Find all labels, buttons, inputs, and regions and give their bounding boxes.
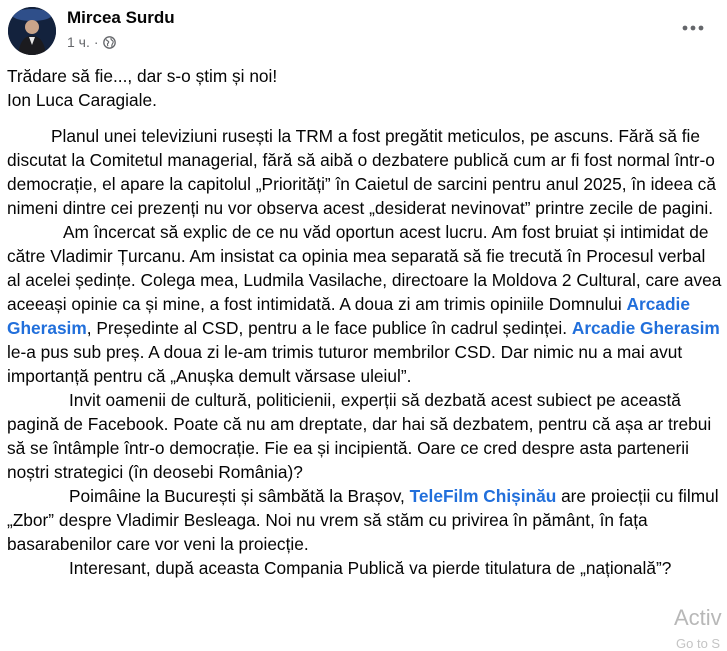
paragraph-2 bbox=[7, 220, 723, 388]
quote-author: Ion Luca Caragiale. bbox=[7, 90, 157, 110]
paragraph-1: Planul unei televiziuni rusești la TRM a fost pregătit meticulos, pe ascuns. Fără să fie discutat la Comitetul managerial, fără să aibă o dezbatere publică cum ar fi fost normal într-o democrație, el apare la capitolul „Priorități” în Caietul de sarcini pentru anul 2025, în ideea că nimeni dintre cei prezenți nu vor observa acest „desiderat nevinovat” printre zecile de pagini. bbox=[7, 126, 716, 218]
avatar[interactable] bbox=[8, 7, 56, 55]
avatar-photo-icon bbox=[8, 7, 56, 55]
activation-watermark-sub: Go to S bbox=[676, 636, 721, 651]
paragraph-gap bbox=[7, 112, 723, 124]
activation-watermark: Activ bbox=[674, 605, 722, 630]
paragraph-4-text-b: are proiecții cu filmul „Zbor” despre Vladimir Besleaga. Noi nu vrem să stăm cu privirea în pământ, în fața basarabenilor care vor veni la proiecție. bbox=[7, 486, 719, 554]
more-horizontal-icon bbox=[682, 25, 704, 31]
mention-link-telefilm[interactable]: TeleFilm Chișinău bbox=[409, 486, 557, 506]
meta-separator: · bbox=[93, 34, 99, 50]
quote-line: Trădare să fie..., dar s-o știm și noi! bbox=[7, 66, 278, 86]
paragraph-2-text-c: le-a pus sub preș. A doua zi le-am trimis tuturor membrilor CSD. Dar nimic nu a mai avut importanță pentru că „Anușka demult vărsase uleiul”. bbox=[7, 342, 683, 386]
paragraph-2-text-a: Am încercat să explic de ce nu văd oportun acest lucru. Am fost bruiat și intimidat de către Vladimir Țurcanu. Am insistat ca opinia mea separată să fie trecută în Procesul verbal al acelei ședințe. Colega mea, Ludmila Vasilache, directoare la Moldova 2 Cultural, care avea aceeași opinie ca și mine, a fost intimidată. A doua zi am trimis opiniile Domnului bbox=[7, 222, 722, 314]
paragraph-4-text-a: Poimâine la București și sâmbătă la Brașov, bbox=[69, 486, 410, 506]
paragraph-5: Interesant, după aceasta Compania Publică va pierde titulatura de „națională”? bbox=[69, 558, 672, 578]
more-options-button[interactable] bbox=[678, 16, 708, 40]
post-meta bbox=[67, 34, 116, 50]
post-header bbox=[0, 0, 727, 60]
post-time[interactable]: 1 ч. bbox=[67, 34, 90, 50]
author-name[interactable]: Mircea Surdu bbox=[67, 8, 175, 27]
post-content bbox=[7, 64, 723, 580]
mention-link-arcadie-gherasim[interactable]: Arcadie Gherasim bbox=[7, 294, 690, 338]
mention-link-arcadie-gherasim-2[interactable]: Arcadie Gherasim bbox=[571, 318, 720, 338]
paragraph-4 bbox=[7, 484, 723, 556]
globe-icon[interactable] bbox=[103, 36, 116, 49]
paragraph-2-text-b: , Președinte al CSD, pentru a le face publice în cadrul ședinței. bbox=[86, 318, 572, 338]
paragraph-3: Invit oamenii de cultură, politicienii, experții să dezbată acest subiect pe această pagină de Facebook. Poate că nu am dreptate, dar hai să dezbatem, pentru că așa ar trebui să se întâmple într-o democrație. Fie ea și incipientă. Oare ce cred despre asta partenerii noștri strategici (în deosebi România)? bbox=[7, 390, 712, 482]
